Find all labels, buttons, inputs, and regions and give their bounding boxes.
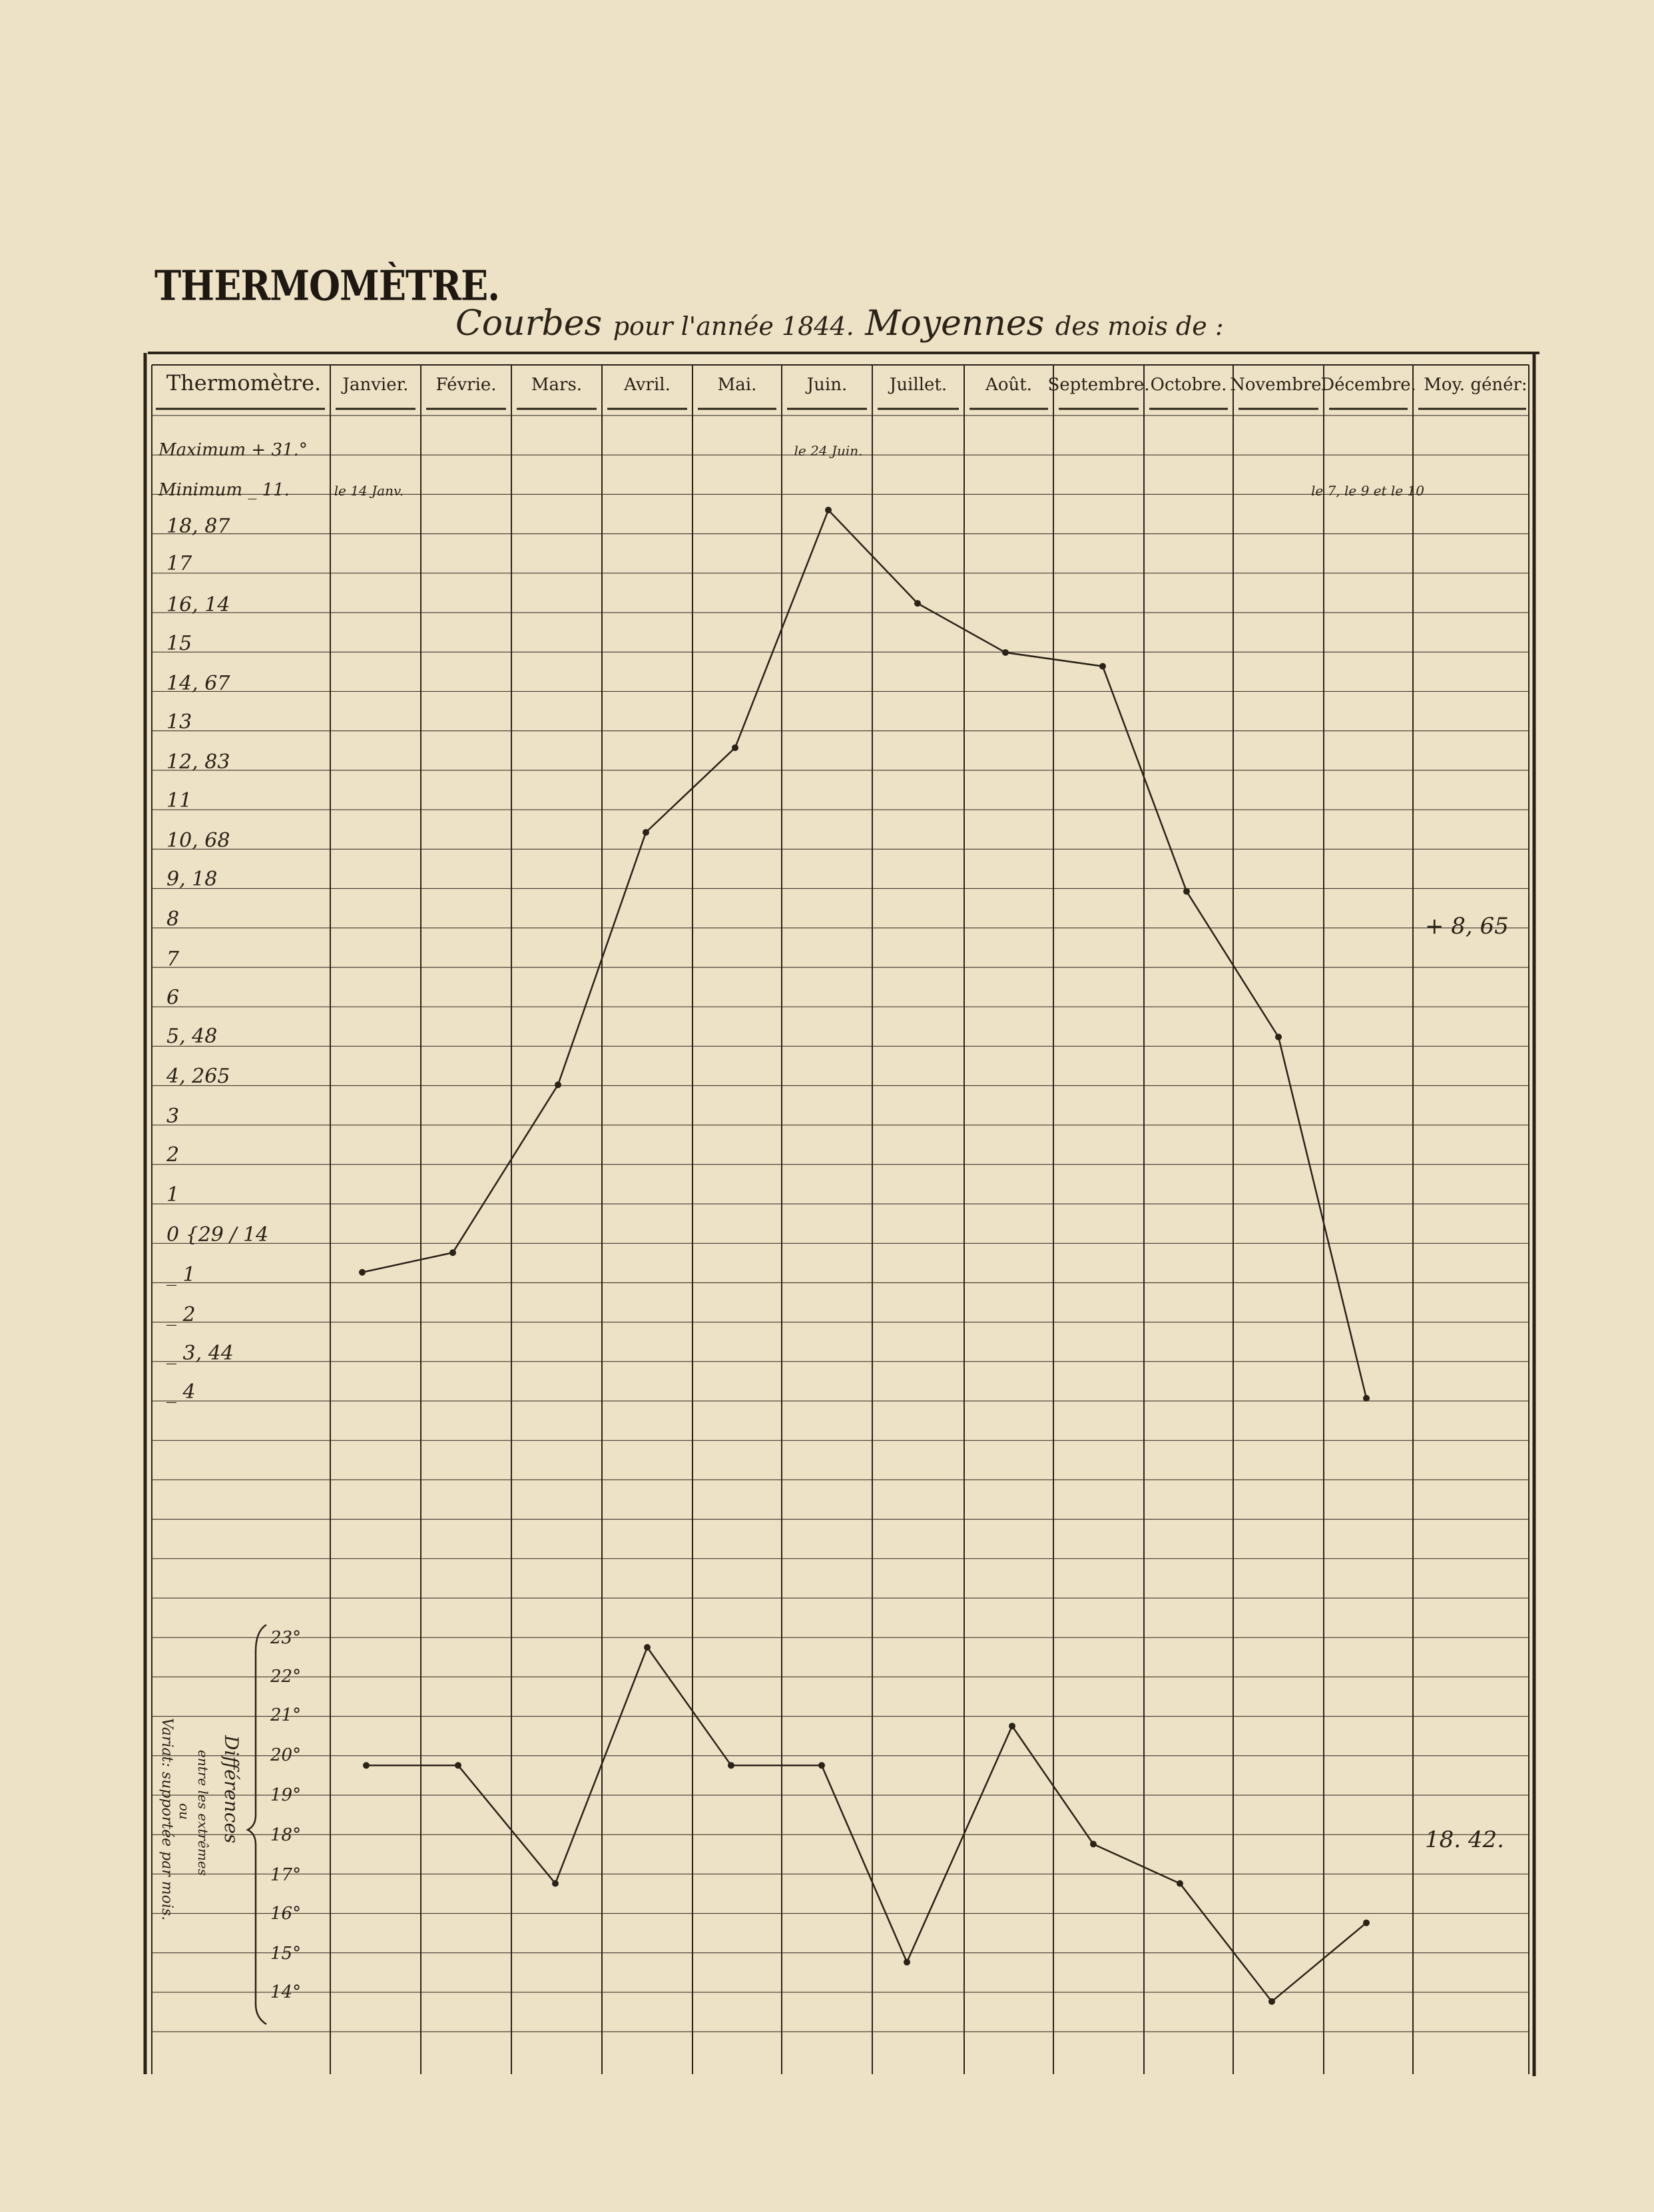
variation-tick-label: 21° bbox=[270, 1705, 302, 1725]
subtitle-months: des mois de : bbox=[1055, 312, 1224, 341]
note-min-date-jan: le 14 Janv. bbox=[334, 483, 404, 499]
variation-point bbox=[1090, 1841, 1097, 1848]
y-tick-label: 3 bbox=[166, 1105, 180, 1128]
temperature-point bbox=[825, 507, 832, 513]
brace bbox=[248, 1625, 266, 2024]
variation-tick-label: 16° bbox=[270, 1904, 302, 1924]
label-minimum: Minimum _ 11. bbox=[158, 480, 290, 500]
y-tick-label: 5, 48 bbox=[166, 1025, 218, 1048]
header-moyenne-generale: Moy. génér: bbox=[1424, 375, 1527, 395]
temperature-point bbox=[732, 744, 738, 751]
y-tick-label: 6 bbox=[166, 986, 180, 1009]
header-month: Avril. bbox=[624, 375, 671, 395]
y-tick-label: 15 bbox=[166, 632, 192, 655]
subtitle-courbes: Courbes bbox=[455, 304, 603, 344]
variation-tick-label: 19° bbox=[270, 1785, 302, 1805]
y-tick-label: 17 bbox=[166, 552, 192, 575]
y-tick-label: _ 4 bbox=[166, 1380, 196, 1404]
temperature-point bbox=[643, 829, 649, 836]
subtitle-moyennes: Moyennes bbox=[865, 304, 1045, 344]
y-tick-label: 18, 87 bbox=[166, 515, 230, 538]
header-thermometre: Thermomètre. bbox=[166, 370, 322, 396]
variation-point bbox=[1177, 1880, 1183, 1887]
variation-point bbox=[818, 1762, 825, 1769]
variation-point bbox=[904, 1959, 910, 1966]
side-label-variation: Variat: supportée par mois. bbox=[158, 1718, 175, 1921]
y-tick-label: 7 bbox=[166, 948, 180, 971]
grid-lines bbox=[145, 353, 1539, 2076]
row-labels bbox=[158, 440, 308, 1404]
header-month: Juin. bbox=[806, 375, 848, 395]
variation-tick-label: 17° bbox=[270, 1865, 302, 1885]
temperature-point bbox=[449, 1249, 456, 1256]
variation-point bbox=[363, 1762, 370, 1769]
temperature-point bbox=[1183, 888, 1190, 895]
temperature-point bbox=[555, 1081, 561, 1088]
lower-panel-labels bbox=[158, 1625, 301, 2024]
y-tick-label: 14, 67 bbox=[166, 672, 230, 695]
variation-line bbox=[366, 1647, 1366, 2002]
note-min-date-dec: le 7, le 9 et le 10 bbox=[1311, 483, 1424, 499]
variation-tick-label: 20° bbox=[270, 1745, 302, 1765]
y-tick-label: _ 3, 44 bbox=[166, 1342, 234, 1365]
y-tick-label: 12, 83 bbox=[166, 750, 230, 774]
series-lines bbox=[359, 507, 1370, 2005]
note-max-date: le 24 Juin. bbox=[794, 443, 863, 459]
header-month: Mars. bbox=[531, 375, 583, 395]
variation-tick-label: 15° bbox=[270, 1944, 302, 1964]
header-month: Décembre. bbox=[1320, 375, 1416, 395]
temperature-point bbox=[1002, 649, 1009, 656]
note-mean-temperature: + 8, 65 bbox=[1425, 913, 1509, 940]
y-tick-label: 1 bbox=[166, 1183, 180, 1207]
variation-tick-label: 18° bbox=[270, 1825, 302, 1845]
side-label-entre: entre les extrêmes bbox=[195, 1750, 211, 1876]
header-month: Janvier. bbox=[342, 375, 409, 395]
subtitle-year: pour l'année 1844. bbox=[613, 312, 854, 341]
side-label-ou: ou bbox=[176, 1803, 192, 1820]
side-label-differences: Différences bbox=[220, 1735, 242, 1844]
y-tick-label: 2 bbox=[166, 1143, 180, 1167]
temperature-point bbox=[914, 600, 921, 607]
notes bbox=[334, 443, 1509, 1853]
temperature-point bbox=[1363, 1395, 1370, 1402]
variation-point bbox=[1268, 1998, 1275, 2005]
variation-tick-label: 14° bbox=[270, 1982, 302, 2002]
variation-point bbox=[644, 1644, 651, 1651]
y-tick-label: _ 1 bbox=[166, 1263, 196, 1286]
temperature-line bbox=[362, 510, 1366, 1398]
y-tick-label: 11 bbox=[166, 789, 192, 812]
y-tick-label: _ 2 bbox=[166, 1303, 196, 1326]
header-month: Septembre. bbox=[1047, 375, 1150, 395]
y-tick-label: 9, 18 bbox=[166, 868, 218, 891]
header-month: Juillet. bbox=[889, 375, 948, 395]
page-title: THERMOMÈTRE. bbox=[154, 261, 500, 310]
y-tick-label: 8 bbox=[166, 908, 180, 931]
header-month: Novembre. bbox=[1230, 375, 1327, 395]
variation-tick-label: 22° bbox=[270, 1667, 302, 1687]
variation-tick-label: 23° bbox=[270, 1628, 302, 1648]
y-tick-label: 10, 68 bbox=[166, 829, 230, 852]
variation-point bbox=[455, 1762, 461, 1769]
header-month: Août. bbox=[985, 375, 1032, 395]
temperature-point bbox=[1275, 1033, 1282, 1040]
temperature-point bbox=[1099, 663, 1106, 670]
header-month: Mai. bbox=[717, 375, 757, 395]
header-month: Octobre. bbox=[1150, 375, 1227, 395]
note-mean-variation: 18. 42. bbox=[1425, 1826, 1504, 1853]
variation-point bbox=[1363, 1920, 1370, 1926]
y-tick-label: 0 {29 / 14 bbox=[166, 1223, 269, 1246]
variation-point bbox=[1009, 1723, 1015, 1729]
y-tick-label: 13 bbox=[166, 710, 192, 734]
temperature-point bbox=[359, 1269, 366, 1276]
header-month: Févrie. bbox=[435, 375, 497, 395]
y-tick-label: 16, 14 bbox=[166, 593, 230, 617]
label-maximum: Maximum + 31.° bbox=[158, 440, 308, 460]
variation-point bbox=[728, 1762, 734, 1769]
variation-point bbox=[552, 1880, 559, 1887]
y-tick-label: 4, 265 bbox=[166, 1065, 230, 1088]
